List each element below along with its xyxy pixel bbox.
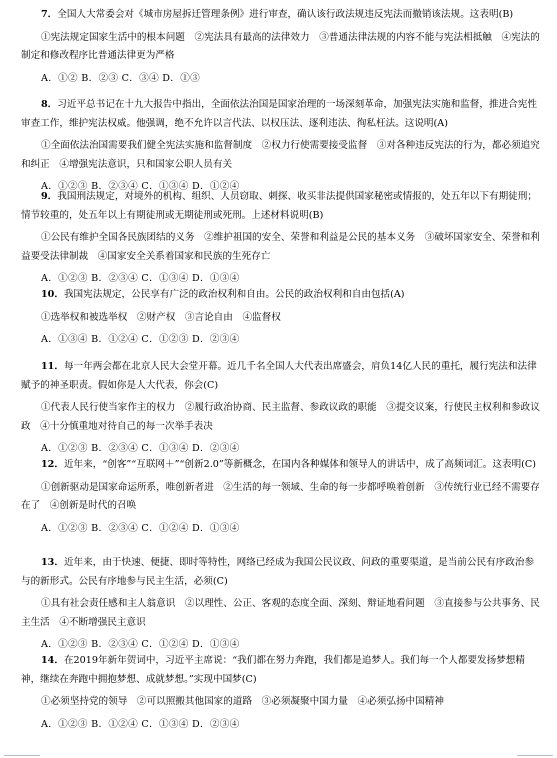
question-number: 11． bbox=[41, 361, 64, 372]
answer-options: A．①②③ B．①②④ C．①③④ D．②③④ bbox=[41, 718, 240, 730]
answer-options: A．①②③ B．②③④ C．①②④ D．①③④ bbox=[41, 639, 240, 650]
question-stem: 全国人大常委会对《城市房屋拆迁管理条例》进行审查，确认该行政法规违反宪法而撤销该法规。这表明(B) bbox=[57, 9, 514, 20]
question-number: 12． bbox=[41, 459, 64, 470]
question-statements: ①选举权和被选举权 ②财产权 ③言论自由 ④监督权 bbox=[41, 311, 281, 323]
question-statements: ①具有社会责任感和主人翁意识 ②以理性、公正、客观的态度全面、深刻、辩证地看问题 ③直接参与公共事务、民主生活 ④不断增强民主意识 bbox=[21, 598, 540, 628]
question-stem: 近年来，由于快速、便捷、即时等特性，网络已经成为我国公民议政、问政的重要渠道，是当前公民有序政治参与的新形式。公民有序地参与民主生活，必须(C) bbox=[21, 557, 535, 587]
question-number: 14． bbox=[41, 655, 64, 666]
question-number: 10． bbox=[41, 289, 64, 300]
answer-options: A．①③④ B．①②④ C．①②③ D．②③④ bbox=[41, 334, 240, 345]
question-statements: ①宪法规定国家生活中的根本问题 ②宪法具有最高的法律效力 ③普通法律法规的内容不能与宪法相抵触 ④宪法的制定和修改程序比普通法律更为严格 bbox=[21, 31, 540, 61]
answer-options: A．①②③ B．②③④ C．①③④ D．②③④ bbox=[41, 443, 240, 454]
scan-edge-mark bbox=[4, 755, 40, 756]
question-8 bbox=[21, 96, 541, 197]
question-9 bbox=[21, 188, 541, 289]
question-statements: ①全面依法治国需要我们健全宪法实施和监督制度 ②权力行使需要接受监督 ③对各种违反宪法的行为，都必须追究和纠正 ④增强宪法意识，只和国家公职人员有关 bbox=[21, 140, 540, 170]
answer-options: A．①②③ B．②③④ C．①②④ D．①③④ bbox=[41, 522, 240, 534]
answer-options: A．①②③ B．②③④ C．①③④ D．①③④ bbox=[41, 273, 240, 284]
question-number: 8． bbox=[41, 99, 58, 110]
question-stem: 每一年两会都在北京人民大会堂开幕。近几千名全国人大代表出席盛会，肩负14亿人民的重托，履行宪法和法律赋予的神圣职责。假如你是人大代表，你会(C) bbox=[21, 361, 537, 391]
question-number: 9． bbox=[41, 191, 58, 202]
question-statements: ①代表人民行使当家作主的权力 ②履行政治协商、民主监督、参政议政的职能 ③提交议案，行使民主权利和参政议政 ④十分慎重地对待自己的每一次举手表决 bbox=[21, 402, 540, 432]
question-12 bbox=[21, 456, 541, 538]
question-statements: ①公民有维护全国各民族团结的义务 ②维护祖国的安全、荣誉和利益是公民的基本义务 ③破坏国家安全、荣誉和利益要受法律制裁 ④国家安全关系着国家和民族的生死存亡 bbox=[21, 232, 540, 262]
question-stem: 我国宪法规定，公民享有广泛的政治权利和自由。公民的政治权利和自由包括(A) bbox=[63, 289, 405, 300]
question-statements: ①必须坚持党的领导 ②可以照搬其他国家的道路 ③必须凝聚中国力量 ④必须弘扬中国精神 bbox=[41, 696, 444, 707]
answer-options: A．①② B．②③ C．③④ D．①③ bbox=[41, 72, 200, 84]
question-10 bbox=[21, 286, 541, 350]
scan-edge-mark bbox=[517, 755, 553, 756]
question-stem: 我国刑法规定，对境外的机构、组织、人员窃取、刺探、收买非法提供国家秘密或情报的，处五年以下有期徒刑；情节较重的，处五年以上有期徒刑或无期徒刑或死刑。上述材料说明(B) bbox=[21, 191, 537, 221]
question-stem: 在2019年新年贺词中，习近平主席说：“我们都在努力奔跑，我们都是追梦人。我们每一个人都要发扬梦想精神，继续在奔跑中拥抱梦想、成就梦想。”实现中国梦(C) bbox=[21, 655, 525, 685]
question-7 bbox=[21, 6, 541, 88]
question-number: 13． bbox=[41, 557, 64, 568]
question-stem: 习近平总书记在十九大报告中指出，全面依法治国是国家治理的一场深刻革命，加强宪法实施和监督，推进合宪性审查工作，维护宪法权威。他强调，绝不允许以言代法、以权压法、逐利违法、徇私枉法。这说明(A) bbox=[21, 99, 537, 129]
question-statements: ①创新驱动是国家命运所系，唯创新者进 ②生活的每一领域、生命的每一步都呼唤着创新 ③传统行业已经不需要存在了 ④创新是时代的召唤 bbox=[21, 481, 540, 511]
answer-options: A．①②③ B．②③④ C．①③④ D．①②④ bbox=[41, 181, 240, 192]
question-stem: 近年来，“创客”“互联网＋”“创新2.0”等新概念，在国内各种媒体和领导人的讲话中，成了高频词汇。这表明(C) bbox=[63, 459, 536, 470]
question-13 bbox=[21, 554, 541, 655]
question-14 bbox=[21, 652, 541, 734]
question-11 bbox=[21, 358, 541, 459]
question-number: 7． bbox=[41, 9, 58, 20]
